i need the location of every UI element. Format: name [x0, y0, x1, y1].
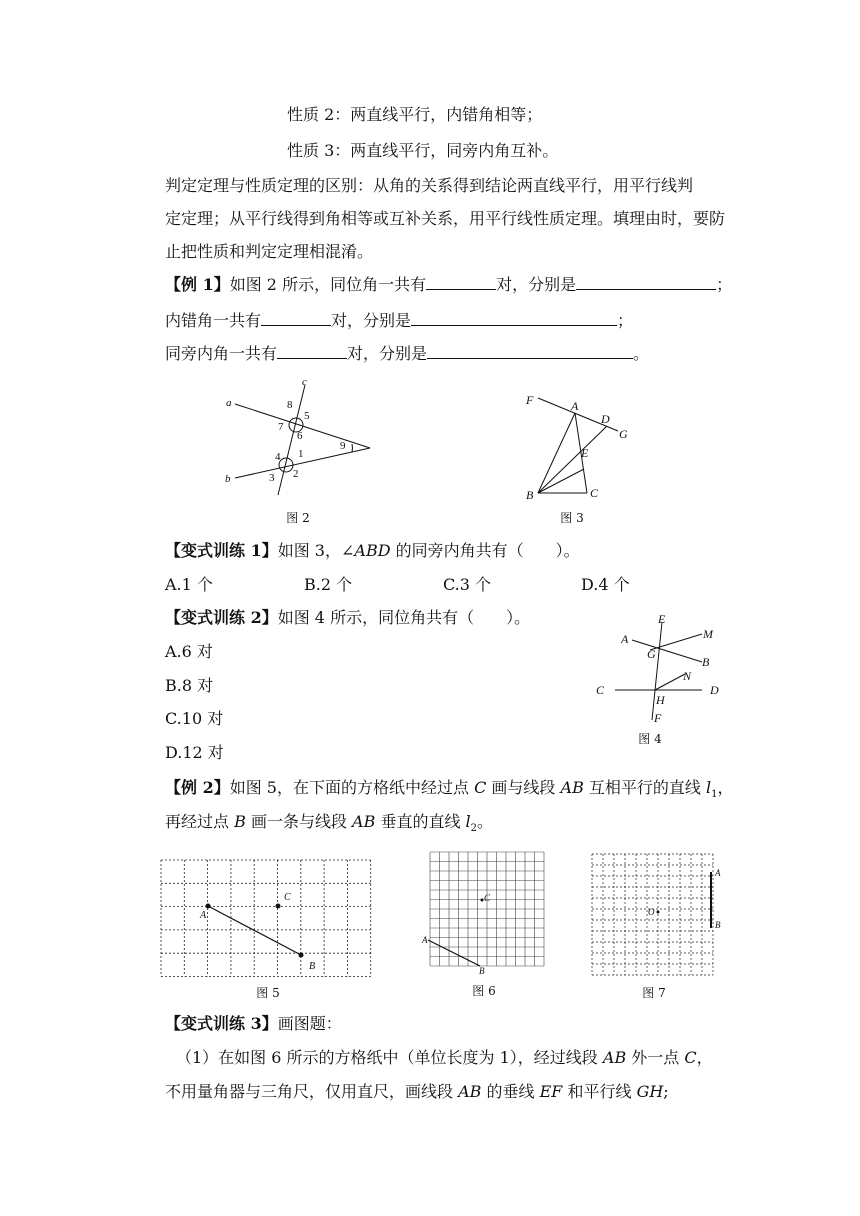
example-1-line-2: 内错角一共有 对，分别是 ；	[165, 311, 634, 330]
figure-4-caption: 图 4	[638, 732, 662, 746]
figure-3	[520, 385, 640, 525]
svg-text:D: D	[601, 412, 610, 426]
variant-1-option-d[interactable]: D.4 个	[581, 575, 630, 594]
figure-6-caption: 图 6	[472, 984, 496, 998]
label-a: a	[226, 397, 232, 409]
figure-6	[420, 850, 550, 998]
example-2-line-1: 【例 2】如图 5，在下面的方格纸中经过点 C 画与线段 AB 互相平行的直线 $l_1$，	[165, 778, 734, 801]
svg-text:5: 5	[304, 410, 310, 422]
figure-3-caption: 图 3	[560, 511, 584, 525]
svg-text:B: B	[479, 966, 485, 976]
property-2: 性质 2：两直线平行，内错角相等；	[287, 105, 543, 124]
svg-text:A: A	[422, 935, 428, 945]
svg-text:E: E	[658, 612, 666, 626]
svg-text:A: A	[715, 868, 721, 878]
svg-text:H: H	[656, 693, 665, 707]
variant-1-option-c[interactable]: C.3 个	[443, 575, 492, 594]
blank[interactable]	[426, 274, 496, 290]
example-1-line-1: 【例 1】如图 2 所示，同位角一共有 对，分别是 ；	[165, 275, 733, 294]
figure-3-diagram	[520, 385, 640, 503]
svg-text:3: 3	[269, 472, 275, 484]
variant-2-option-c[interactable]: C.10 对	[165, 709, 224, 728]
svg-text:6: 6	[297, 430, 303, 442]
svg-text:7: 7	[278, 421, 284, 433]
svg-text:E: E	[581, 446, 589, 460]
figure-5-diagram	[158, 858, 378, 983]
variant-2-option-b[interactable]: B.8 对	[165, 676, 214, 695]
example-2-label: 【例 2】	[165, 778, 230, 797]
svg-text:C: C	[484, 893, 491, 903]
distinction-line-3: 止把性质和判定定理相混淆。	[165, 242, 374, 261]
svg-text:G: G	[647, 647, 656, 661]
variant-2-label: 【变式训练 2】	[165, 608, 278, 627]
variant-1-label: 【变式训练 1】	[165, 541, 278, 560]
variant-1-question: 【变式训练 1】如图 3，∠ABD 的同旁内角共有（ ）。	[165, 541, 580, 560]
blank[interactable]	[411, 310, 617, 326]
label-c: c	[302, 376, 307, 388]
svg-text:9: 9	[340, 440, 346, 452]
svg-text:G: G	[619, 427, 628, 441]
svg-text:B: B	[526, 488, 534, 502]
distinction-line-2: 定定理；从平行线得到角相等或互补关系，用平行线性质定理。填理由时，要防	[165, 209, 726, 228]
svg-text:1: 1	[298, 448, 304, 460]
variant-1-option-a[interactable]: A.1 个	[165, 575, 213, 594]
blank[interactable]	[576, 274, 716, 290]
figure-2-caption: 图 2	[286, 511, 310, 525]
svg-text:M: M	[703, 627, 713, 641]
variant-3-label: 【变式训练 3】	[165, 1014, 278, 1033]
variant-3-line-2: 不用量角器与三角尺，仅用直尺，画线段 AB 的垂线 EF 和平行线 GH;	[165, 1082, 669, 1101]
blank[interactable]	[277, 343, 347, 359]
example-2-line-2: 再经过点 B 画一条与线段 AB 垂直的直线 $l_2$。	[165, 812, 494, 835]
variant-2-option-a[interactable]: A.6 对	[165, 642, 213, 661]
svg-text:O: O	[648, 907, 655, 917]
variant-2-option-d[interactable]: D.12 对	[165, 743, 224, 762]
example-1-label: 【例 1】	[165, 275, 230, 294]
figure-4-diagram	[590, 610, 730, 730]
figure-7-caption: 图 7	[642, 986, 666, 1000]
figure-2-diagram	[220, 375, 390, 495]
svg-text:4: 4	[275, 451, 281, 463]
svg-text:8: 8	[287, 399, 293, 411]
blank[interactable]	[261, 310, 331, 326]
svg-text:C: C	[590, 486, 599, 500]
variant-3-line-1: （1）在如图 6 所示的方格纸中（单位长度为 1），经过线段 AB 外一点 C，	[176, 1048, 713, 1067]
distinction-line-1: 判定定理与性质定理的区别：从角的关系得到结论两直线平行，用平行线判	[165, 176, 694, 195]
property-3: 性质 3：两直线平行，同旁内角互补。	[287, 141, 559, 160]
label-b: b	[225, 473, 231, 485]
svg-text:A: A	[621, 632, 629, 646]
svg-text:A: A	[571, 399, 579, 413]
figure-7	[588, 852, 728, 1000]
figure-2	[220, 375, 390, 525]
variant-3-title: 【变式训练 3】画图题：	[165, 1014, 342, 1033]
svg-text:N: N	[683, 669, 692, 683]
svg-text:D: D	[710, 683, 719, 697]
svg-text:2: 2	[293, 468, 299, 480]
example-1-line-3: 同旁内角一共有 对，分别是 。	[165, 344, 650, 363]
figure-6-diagram	[420, 850, 550, 974]
svg-text:F: F	[654, 711, 662, 725]
variant-1-option-b[interactable]: B.2 个	[304, 575, 353, 594]
figure-4	[590, 610, 730, 746]
figure-7-diagram	[588, 852, 728, 976]
svg-text:B: B	[715, 920, 721, 930]
svg-text:C: C	[596, 683, 605, 697]
blank[interactable]	[427, 343, 633, 359]
svg-text:A: A	[200, 910, 207, 921]
svg-text:B: B	[309, 961, 316, 972]
svg-text:C: C	[284, 892, 291, 903]
svg-text:F: F	[526, 393, 534, 407]
variant-2-question: 【变式训练 2】如图 4 所示，同位角共有（ ）。	[165, 608, 531, 627]
figure-5-caption: 图 5	[256, 986, 280, 1000]
figure-5	[158, 858, 378, 1000]
svg-text:B: B	[702, 655, 710, 669]
